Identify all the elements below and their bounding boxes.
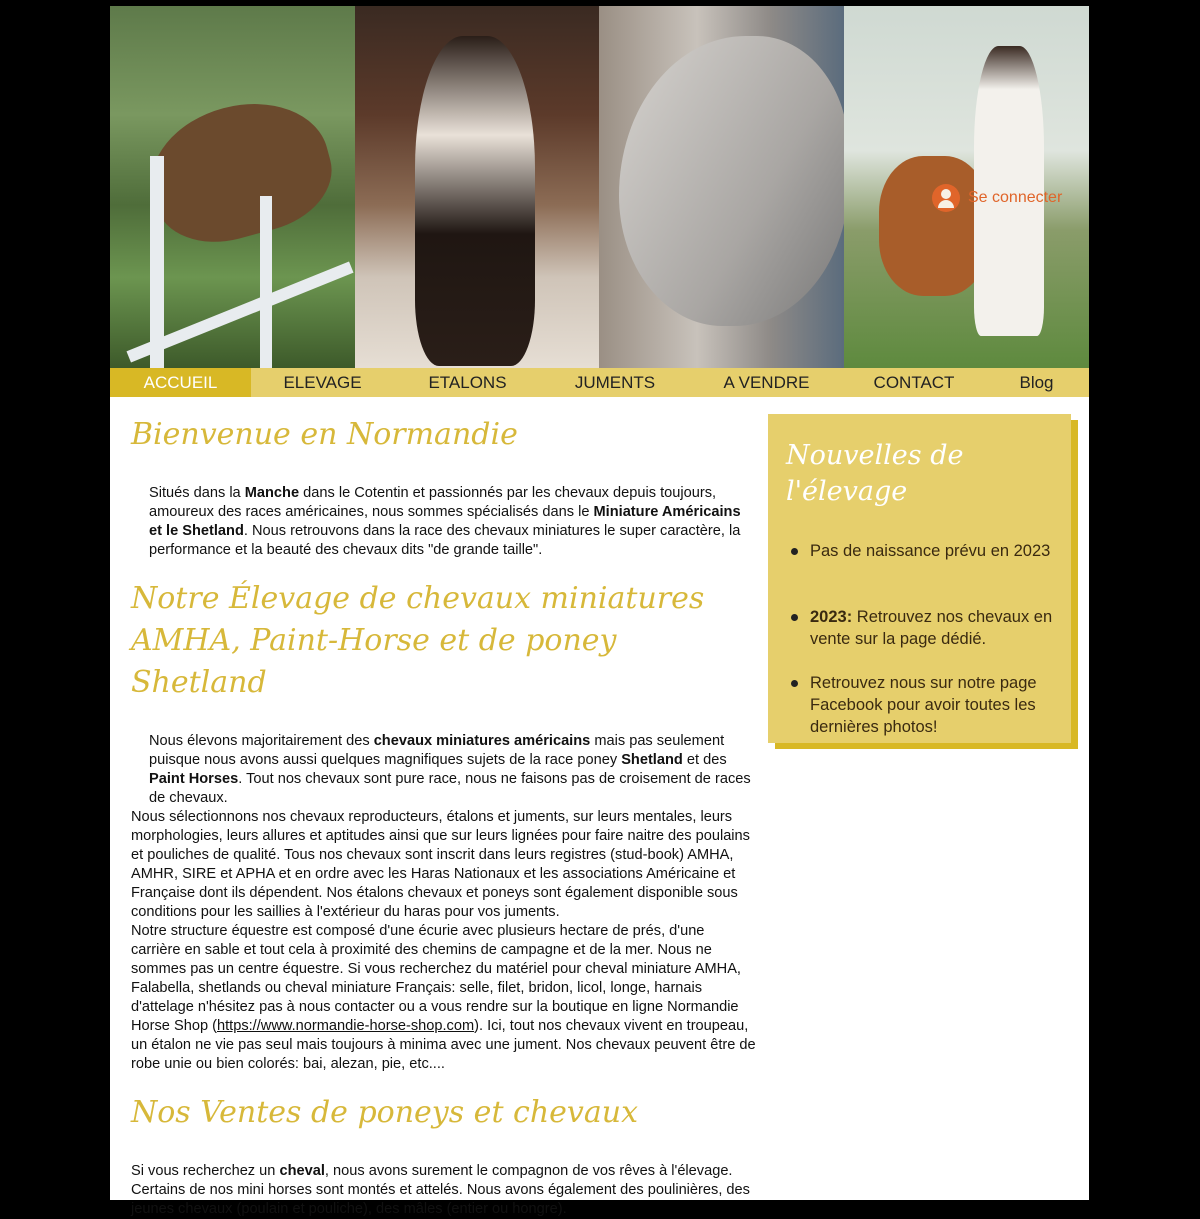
- ventes-paragraph: Si vous recherchez un cheval, nous avons surement le compagnon de vos rêves à l'élevage. Certains de nos mini horses sont montés et attelés. Nous avons également des poulinières, des jeunes chevaux (poulain et pouliche), des mâles (entier ou hongre).: [131, 1163, 750, 1217]
- nav-item-blog[interactable]: Blog: [1019, 372, 1054, 392]
- fence-post: [260, 196, 272, 368]
- page: [110, 6, 1089, 1217]
- selection-paragraph: Nous sélectionnons nos chevaux reproducteurs, étalons et juments, sur leurs mentales, leurs morphologies, leurs allures et aptitudes ainsi que sur leurs lignées pour faire naitre des poulains et pouliches de qualité. Tous nos chevaux sont inscrit dans leurs registres (stud-book) AMHA, AMHR, SIRE et APHA et en ordre avec les Haras Nationaux et les associations Américaine et Française dont ils dépendent. Nos étalons chevaux et poneys sont également disponible sous conditions pour les saillies à l'extérieur du haras pour vos juments.: [131, 809, 750, 920]
- structure-paragraph: Notre structure équestre est composé d'une écurie avec plusieurs hectare de prés, d'une carrière en sable et tout cela à proximité des chemins de campagne et de la mer. Nous ne sommes pas un centre équestre. Si vous recherchez du matériel pour cheval miniature AMHA, Falabella, shetlands ou cheval miniature Français: selle, filet, bridon, licol, longe, harnais d'attelage n'hésitez pas à nous contacter ou a vous rendre sur la boutique en ligne Normandie Horse Shop (https://www.normandie-horse-shop.com). Ici, tout nos chevaux vivent en troupeau, un étalon ne vie pas seul mais toujours à minima avec une jument. Nos chevaux peuvent être de robe unie ou bien colorés: bai, alezan, pie, etc....: [131, 923, 756, 1072]
- news-item: 2023: Retrouvez nos chevaux en vente sur la page dédié.: [786, 606, 1053, 650]
- horse-head-shape: [619, 36, 849, 326]
- news-item: Pas de naissance prévu en 2023: [786, 540, 1053, 562]
- news-box: [768, 414, 1071, 743]
- main-nav: [110, 368, 1089, 397]
- shop-link[interactable]: https://www.normandie-horse-shop.com: [216, 1018, 475, 1034]
- photo-jumping-pony: [110, 6, 355, 368]
- nav-item-juments[interactable]: JUMENTS: [574, 372, 656, 392]
- pony-shape: [879, 156, 989, 296]
- user-icon: [932, 184, 960, 212]
- elevage-paragraph: Nous élevons majoritairement des chevaux miniatures américains mais pas seulement puisque nous avons aussi quelques magnifiques sujets de la race poney Shetland et des Paint Horses. Tout nos chevaux sont pure race, nous ne faisons pas de croisement de races de chevaux.: [149, 733, 751, 806]
- login-label: Se connecter: [968, 189, 1063, 206]
- nav-item-accueil[interactable]: ACCUEIL: [110, 368, 251, 397]
- news-list: [786, 540, 1053, 738]
- page-title: Bienvenue en Normandie: [131, 417, 518, 452]
- nav-item-elevage[interactable]: ELEVAGE: [283, 372, 362, 392]
- login-button[interactable]: [932, 184, 1062, 212]
- nav-item-etalons[interactable]: ETALONS: [428, 372, 507, 392]
- news-item: Retrouvez nous sur notre page Facebook pour avoir toutes les dernières photos!: [786, 672, 1053, 738]
- intro-paragraph: Situés dans la Manche dans le Cotentin et passionnés par les chevaux depuis toujours, amoureux des races américaines, nous sommes spécialisés dans le Miniature Américains et le Shetland. Nous retrouvons dans la race des chevaux miniatures le super caractère, la performance et la beauté des chevaux dits "de grande taille".: [149, 485, 741, 558]
- nav-item-contact[interactable]: CONTACT: [873, 372, 955, 392]
- main-content: [131, 412, 756, 1219]
- elevage-heading: Notre Élevage de chevaux miniatures AMHA, Paint-Horse et de poney Shetland: [131, 581, 705, 700]
- news-title: Nouvelles de l'élevage: [786, 440, 964, 507]
- horse-shape: [415, 36, 535, 366]
- photo-paint-horse: [355, 6, 599, 368]
- nav-item-a-vendre[interactable]: A VENDRE: [723, 372, 810, 392]
- ventes-heading: Nos Ventes de poneys et chevaux: [131, 1095, 638, 1130]
- pony-shape: [136, 85, 344, 257]
- photo-grey-horse: [599, 6, 844, 368]
